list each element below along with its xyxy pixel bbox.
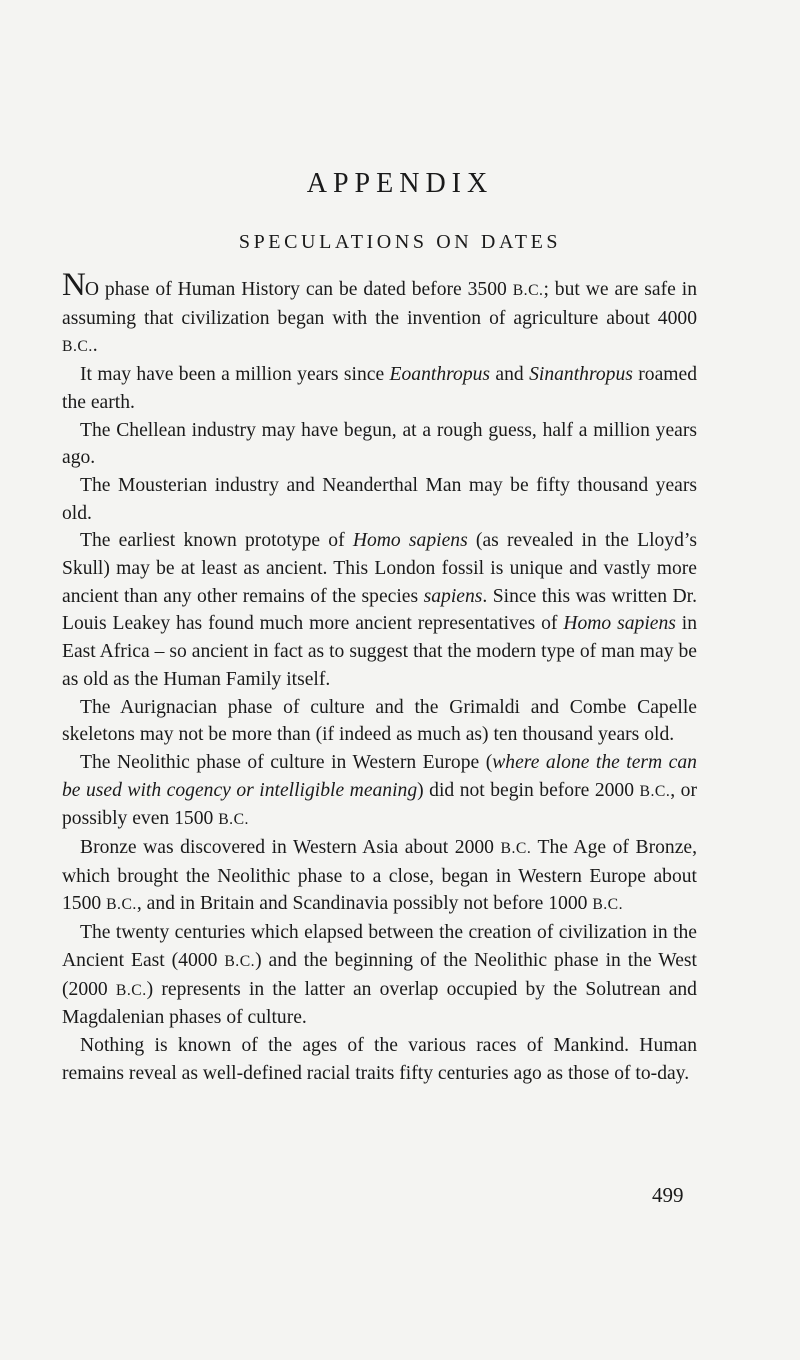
text-run: The Chellean industry may have begun, at a rough guess, half a million years ago.	[62, 419, 697, 469]
page-number: 499	[652, 1183, 684, 1207]
paragraph-2	[62, 361, 697, 416]
italic-term: Homo sapiens	[563, 613, 676, 635]
italic-term: Sinanthropus	[529, 364, 633, 386]
paragraph-6	[62, 694, 697, 749]
italic-clause: where alone the term can be used with cogency or intelligible meaning	[62, 751, 697, 801]
text-run: , and in Britain and Scandinavia possibly not before 1000	[136, 893, 593, 915]
text-run: The Mousterian industry and Neanderthal Man may be fifty thousand years old.	[62, 474, 697, 524]
paragraph-4	[62, 472, 697, 527]
text-run: The earliest known prototype of	[80, 530, 353, 552]
text-run: and	[490, 364, 530, 386]
text-run: It may have been a million years since	[80, 364, 390, 386]
era-abbreviation: B.C.	[512, 282, 544, 299]
appendix-heading: APPENDIX	[306, 168, 494, 199]
italic-term: Homo sapiens	[352, 530, 468, 552]
text-run: roamed the earth.	[62, 364, 697, 413]
paragraph-7	[62, 749, 697, 834]
era-abbreviation: B.C.	[106, 896, 137, 914]
text-run: in East Africa – so ancient in fact as to suggest that the modern type of man may be as old as the Human Family itself.	[62, 613, 698, 690]
paragraph-9	[62, 919, 697, 1032]
era-abbreviation: B.C.	[592, 896, 624, 914]
text-run: ) did not begin before 2000	[417, 779, 640, 801]
text-run: The twenty centuries which elapsed between the creation of civilization in the Ancient East (4000	[62, 922, 697, 971]
text-run: ) and the beginning of the Neolithic phase in the West (2000	[62, 949, 697, 1000]
text-run: , or possibly even 1500	[62, 779, 697, 830]
paragraph-1	[62, 267, 697, 361]
section-title: SPECULATIONS ON DATES	[238, 231, 562, 253]
text-run: (as revealed in the Lloyd’s Skull) may be at least as ancient. This London fossil is unique and vastly more ancient than any other remains of the species	[62, 530, 697, 607]
drop-cap: N	[62, 267, 85, 303]
era-abbreviation: B.C.	[639, 782, 671, 800]
text-run: The Aurignacian phase of culture and the Grimaldi and Combe Capelle skeletons may not be more than (if indeed as much as) ten thousand years old.	[62, 696, 697, 746]
era-abbreviation: B.C.	[115, 981, 147, 999]
text-run: The Age of Bronze, which brought the Neolithic phase to a close, began in Western Europe about 1500	[62, 837, 697, 915]
paragraph-10	[62, 1032, 697, 1087]
italic-term: Eoanthropus	[389, 364, 491, 386]
era-abbreviation: B.C.	[224, 952, 256, 970]
paragraph-5	[62, 527, 697, 693]
text-run: ; but we are safe in assuming that civilization began with the invention of agriculture about 4000	[62, 279, 697, 329]
body-text	[62, 267, 698, 1087]
era-abbreviation: B.C.	[218, 811, 249, 829]
era-abbreviation: B.C.	[62, 338, 93, 356]
text-run: .	[92, 335, 98, 357]
era-abbreviation: B.C.	[500, 840, 532, 858]
text-run: The Neolithic phase of culture in Western Europe (	[80, 751, 493, 773]
text-run: ) represents in the latter an overlap occupied by the Solutrean and Magdalenian phases of culture.	[62, 978, 697, 1029]
paragraph-8	[62, 834, 697, 919]
italic-term: sapiens	[423, 585, 483, 607]
text-run: O phase of Human History can be dated before 3500	[84, 279, 513, 300]
text-run: . Since this was written Dr. Louis Leakey has found much more ancient representatives of	[62, 585, 697, 635]
paragraph-3	[62, 417, 697, 472]
text-run: Bronze was discovered in Western Asia about 2000	[80, 837, 501, 859]
text-run: Nothing is known of the ages of the various races of Mankind. Human remains reveal as well-defined racial traits fifty centuries ago as those of to-day.	[62, 1034, 697, 1084]
